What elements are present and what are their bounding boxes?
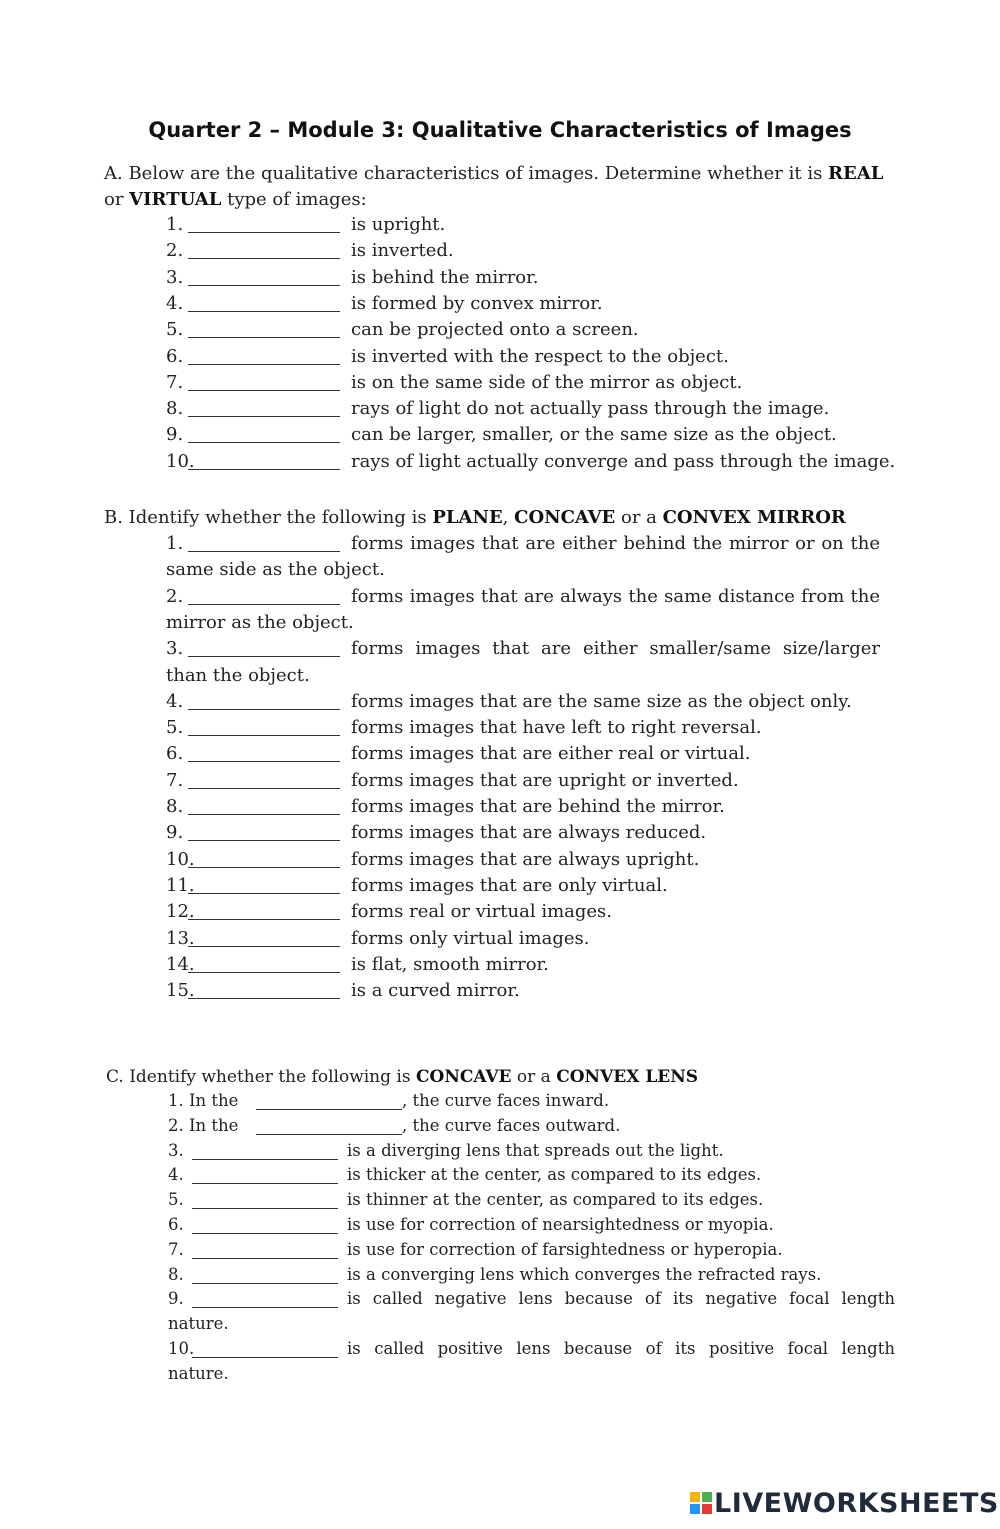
list-item	[166, 691, 880, 717]
item-text-continued: than the object.	[166, 664, 310, 686]
item-number: 10.	[166, 848, 195, 870]
answer-blank[interactable]	[188, 319, 340, 338]
list-item	[168, 1190, 895, 1215]
item-text: forms images that are always the same distance from the	[351, 585, 880, 607]
item-text: forms images that are always upright.	[351, 848, 700, 870]
answer-blank[interactable]	[188, 980, 340, 999]
list-item	[166, 450, 896, 477]
answer-blank[interactable]	[188, 638, 340, 657]
list-item	[166, 424, 880, 450]
item-text: is thinner at the center, as compared to its edges.	[347, 1190, 764, 1210]
item-number: 6.	[166, 345, 184, 367]
item-text: is called positive lens because of its positive focal length	[347, 1339, 895, 1358]
list-item	[168, 1091, 895, 1116]
answer-blank[interactable]	[188, 267, 340, 286]
item-number: 3.	[168, 1140, 184, 1160]
item-number: 3.	[166, 638, 184, 660]
item-number: 14.	[166, 953, 195, 975]
item-number: 8.	[166, 398, 184, 420]
answer-blank[interactable]	[188, 691, 340, 710]
list-item	[166, 372, 880, 398]
list-item	[166, 398, 880, 424]
item-text: is called negative lens because of its negative focal length	[347, 1289, 895, 1309]
liveworksheets-logo-icon	[690, 1492, 712, 1514]
list-item	[166, 346, 880, 372]
item-text: forms images that are either smaller/same size/larger	[351, 638, 880, 660]
item-text: is inverted.	[351, 240, 454, 262]
list-item	[168, 1215, 895, 1240]
answer-blank[interactable]	[188, 372, 340, 391]
answer-blank[interactable]	[192, 1165, 338, 1184]
item-text: forms images that have left to right reversal.	[351, 717, 762, 739]
answer-blank[interactable]	[256, 1116, 402, 1135]
item-text: forms images that are only virtual.	[351, 874, 668, 896]
item-number: 13.	[166, 927, 195, 949]
item-number: 1. In the	[168, 1091, 239, 1110]
item-text: can be larger, smaller, or the same size as the object.	[351, 424, 837, 446]
item-number: 2. In the	[168, 1115, 239, 1135]
list-item	[166, 822, 880, 848]
section-c-intro: C. Identify whether the following is CONCAVE or a CONVEX LENS	[106, 1067, 699, 1087]
list-item	[168, 1339, 895, 1364]
page-title: Quarter 2 – Module 3: Qualitative Characteristics of Images	[148, 118, 852, 142]
answer-blank[interactable]	[188, 240, 340, 259]
item-text: , the curve faces outward.	[402, 1115, 621, 1135]
list-item	[166, 954, 880, 980]
answer-blank[interactable]	[188, 770, 340, 789]
item-text: is upright.	[351, 214, 446, 235]
answer-blank[interactable]	[188, 743, 340, 762]
answer-blank[interactable]	[188, 901, 340, 920]
section-a-intro: A. Below are the qualitative characteristics of images. Determine whether it is REAL	[104, 163, 884, 184]
item-number: 3.	[166, 266, 184, 288]
answer-blank[interactable]	[188, 424, 340, 443]
item-text: is formed by convex mirror.	[351, 292, 603, 314]
item-number: 8.	[166, 796, 184, 817]
item-text: forms real or virtual images.	[351, 901, 613, 923]
item-number: 1.	[166, 214, 184, 235]
item-number: 4.	[166, 690, 184, 712]
answer-blank[interactable]	[188, 293, 340, 312]
item-number: 11.	[166, 874, 195, 896]
answer-blank[interactable]	[188, 717, 340, 736]
item-number: 7.	[168, 1239, 184, 1259]
item-text: is on the same side of the mirror as object.	[351, 371, 743, 393]
item-number: 2.	[166, 240, 184, 262]
answer-blank[interactable]	[188, 214, 340, 233]
item-text-continued: mirror as the object.	[166, 611, 354, 633]
list-item	[168, 1165, 895, 1190]
item-text: is use for correction of nearsightedness or myopia.	[347, 1215, 774, 1234]
list-item	[166, 586, 880, 612]
list-item	[166, 293, 880, 319]
item-text: forms images that are upright or inverted.	[351, 769, 739, 791]
answer-blank[interactable]	[192, 1190, 338, 1209]
answer-blank[interactable]	[192, 1265, 338, 1284]
list-item	[168, 1289, 895, 1314]
liveworksheets-logo: LIVEWORKSHEETS	[690, 1488, 999, 1519]
answer-blank[interactable]	[188, 928, 340, 947]
item-text: forms images that are always reduced.	[351, 822, 707, 844]
list-item	[166, 743, 880, 769]
item-number: 6.	[166, 743, 184, 765]
list-item	[166, 770, 880, 796]
answer-blank[interactable]	[188, 875, 340, 894]
answer-blank[interactable]	[188, 796, 340, 815]
item-text: is flat, smooth mirror.	[351, 953, 549, 975]
item-number: 5.	[168, 1190, 184, 1210]
answer-blank[interactable]	[192, 1339, 338, 1358]
item-number: 9.	[168, 1289, 184, 1309]
list-item	[166, 319, 880, 345]
answer-blank[interactable]	[192, 1215, 338, 1234]
answer-blank[interactable]	[192, 1141, 338, 1160]
answer-blank[interactable]	[188, 533, 340, 552]
item-text: is a curved mirror.	[351, 980, 520, 1002]
list-item	[166, 875, 880, 901]
list-item	[166, 267, 880, 293]
answer-blank[interactable]	[188, 849, 340, 868]
list-item	[166, 638, 880, 664]
item-text: rays of light do not actually pass through the image.	[351, 398, 830, 420]
list-item	[166, 980, 880, 1006]
item-text: forms images that are either real or virtual.	[351, 743, 751, 765]
item-text-continued: nature.	[168, 1363, 229, 1383]
answer-blank[interactable]	[188, 398, 340, 417]
list-item	[168, 1240, 895, 1265]
item-text: is use for correction of farsightedness or hyperopia.	[347, 1239, 783, 1259]
item-number: 9.	[166, 424, 184, 446]
section-b-intro: B. Identify whether the following is PLANE, CONCAVE or a CONVEX MIRROR	[104, 507, 846, 528]
item-text: forms images that are behind the mirror.	[351, 796, 725, 817]
section-a-intro-cont: or VIRTUAL type of images:	[104, 189, 367, 210]
answer-blank[interactable]	[188, 346, 340, 365]
item-text: forms only virtual images.	[351, 927, 590, 949]
item-number: 9.	[166, 822, 184, 844]
list-item	[166, 928, 880, 954]
item-number: 15.	[166, 980, 195, 1002]
list-item	[168, 1265, 895, 1290]
item-number: 4.	[166, 292, 184, 314]
item-text: forms images that are either behind the mirror or on the	[351, 533, 880, 554]
answer-blank[interactable]	[192, 1289, 338, 1308]
list-item	[168, 1116, 895, 1141]
item-text: is inverted with the respect to the object.	[351, 345, 729, 367]
list-item	[166, 849, 880, 875]
item-number: 5.	[166, 319, 184, 341]
item-number: 1.	[166, 533, 184, 554]
item-number: 10.	[168, 1339, 195, 1358]
answer-blank[interactable]	[188, 954, 340, 973]
answer-blank[interactable]	[256, 1091, 402, 1110]
list-item	[168, 1141, 895, 1166]
answer-blank[interactable]	[188, 822, 340, 841]
item-number: 4.	[168, 1165, 184, 1185]
answer-blank[interactable]	[192, 1240, 338, 1259]
item-text: can be projected onto a screen.	[351, 319, 639, 341]
item-number: 8.	[168, 1264, 184, 1284]
item-number: 5.	[166, 717, 184, 739]
item-text: is thicker at the center, as compared to its edges.	[347, 1165, 762, 1185]
item-text-continued: nature.	[168, 1314, 229, 1334]
item-number: 2.	[166, 585, 184, 607]
answer-blank[interactable]	[188, 586, 340, 605]
list-item	[166, 796, 880, 822]
item-number: 7.	[166, 371, 184, 393]
item-text: is behind the mirror.	[351, 266, 539, 288]
answer-blank[interactable]	[188, 451, 340, 470]
item-text: rays of light actually converge and pass through the image.	[351, 450, 896, 472]
item-text: forms images that are the same size as the object only.	[351, 690, 852, 712]
item-text-continued: same side as the object.	[166, 559, 385, 581]
list-item	[166, 214, 880, 240]
item-number: 10.	[166, 450, 195, 472]
item-text: is a converging lens which converges the refracted rays.	[347, 1264, 822, 1284]
item-number: 6.	[168, 1215, 184, 1234]
list-item	[166, 533, 880, 559]
item-text: , the curve faces inward.	[402, 1091, 610, 1110]
item-number: 7.	[166, 769, 184, 791]
item-text: is a diverging lens that spreads out the light.	[347, 1140, 724, 1160]
item-number: 12.	[166, 901, 195, 923]
list-item	[166, 901, 880, 927]
list-item	[166, 240, 880, 266]
list-item	[166, 717, 880, 743]
